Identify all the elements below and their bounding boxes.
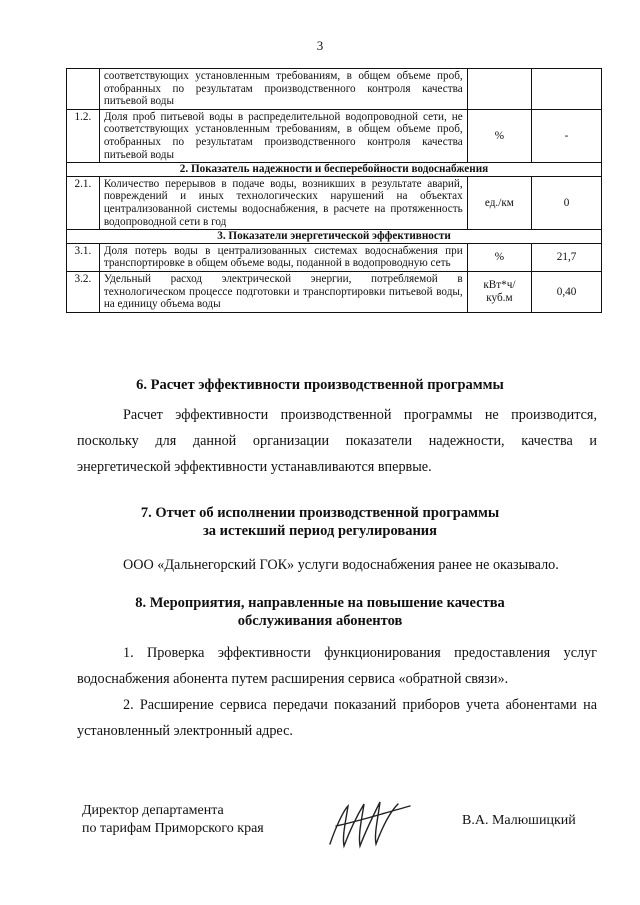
row-number: 3.1.: [67, 243, 100, 271]
handwritten-signature: [326, 796, 416, 856]
row-number: 2.1.: [67, 176, 100, 229]
row-number: 3.2.: [67, 271, 100, 312]
section-6-heading: 6. Расчет эффективности производственной программы: [136, 377, 504, 393]
table-row: [67, 243, 602, 271]
section-7-heading-line1: 7. Отчет об исполнении производственной программы: [140, 505, 500, 521]
section-8-item-1: 1. Проверка эффективности функционирования предоставления услуг водоснабжения абонента путем расширения сервиса «обратной связи».: [77, 645, 597, 687]
table-section-row: [67, 230, 602, 244]
value: [532, 69, 602, 110]
value: 0,40: [532, 271, 602, 312]
indicator-name: Доля проб питьевой воды в распределительной водопроводной сети, не соответствующих установленным требованиям, в общем объеме проб, отобранных по результатам производственного контроля качества питьевой воды: [99, 109, 467, 162]
section-title: 3. Показатели энергетической эффективности: [67, 230, 602, 244]
row-number: 1.2.: [67, 109, 100, 162]
table-row: [67, 69, 602, 110]
signatory-name: В.А. Малюшицкий: [462, 813, 576, 828]
indicator-name: Доля потерь воды в централизованных системах водоснабжения при транспортировке в общем объеме воды, поданной в водопроводную сеть: [99, 243, 467, 271]
section-8-item-2: 2. Расширение сервиса передачи показаний приборов учета абонентами на установленный электронный адрес.: [77, 697, 597, 739]
section-8-heading-line2: обслуживания абонентов: [237, 613, 403, 629]
section-6-text: Расчет эффективности производственной программы не производится, поскольку для данной организации показатели надежности, качества и энергетической эффективности устанавливаются впервые.: [77, 407, 597, 475]
value: -: [532, 109, 602, 162]
signatory-position-line1: Директор департамента: [82, 803, 224, 818]
indicator-name: Количество перерывов в подаче воды, возникших в результате аварий, повреждений и иных технологических нарушений на объектах централизованной системы водоснабжения, в расчете на протяженность водопроводной сети в год: [99, 176, 467, 229]
section-7-text: ООО «Дальнегорский ГОК» услуги водоснабжения ранее не оказывало.: [123, 557, 559, 573]
unit: %: [467, 109, 531, 162]
value: 21,7: [532, 243, 602, 271]
unit: [467, 69, 531, 110]
unit: ед./км: [467, 176, 531, 229]
indicator-name: Удельный расход электрической энергии, потребляемой в технологическом процессе подготовки и транспортировки питьевой воды, на единицу объема воды: [99, 271, 467, 312]
page-number: 3: [316, 38, 324, 53]
value: 0: [532, 176, 602, 229]
section-title: 2. Показатель надежности и бесперебойности водоснабжения: [67, 163, 602, 177]
table-row: [67, 176, 602, 229]
table-row: [67, 109, 602, 162]
indicator-name: соответствующих установленным требованиям, в общем объеме проб, отобранных по результатам производственного контроля качества питьевой воды: [99, 69, 467, 110]
section-8-heading-line1: 8. Мероприятия, направленные на повышение качества: [135, 595, 505, 611]
unit: кВт*ч/ куб.м: [467, 271, 531, 312]
row-number: [67, 69, 100, 110]
signatory-position: [82, 802, 264, 838]
section-7-heading-line2: за истекший период регулирования: [202, 523, 438, 539]
table-row: [67, 271, 602, 312]
signatory-position-line2: по тарифам Приморского края: [82, 821, 264, 836]
indicators-table: [66, 68, 602, 313]
unit: %: [467, 243, 531, 271]
table-section-row: [67, 163, 602, 177]
